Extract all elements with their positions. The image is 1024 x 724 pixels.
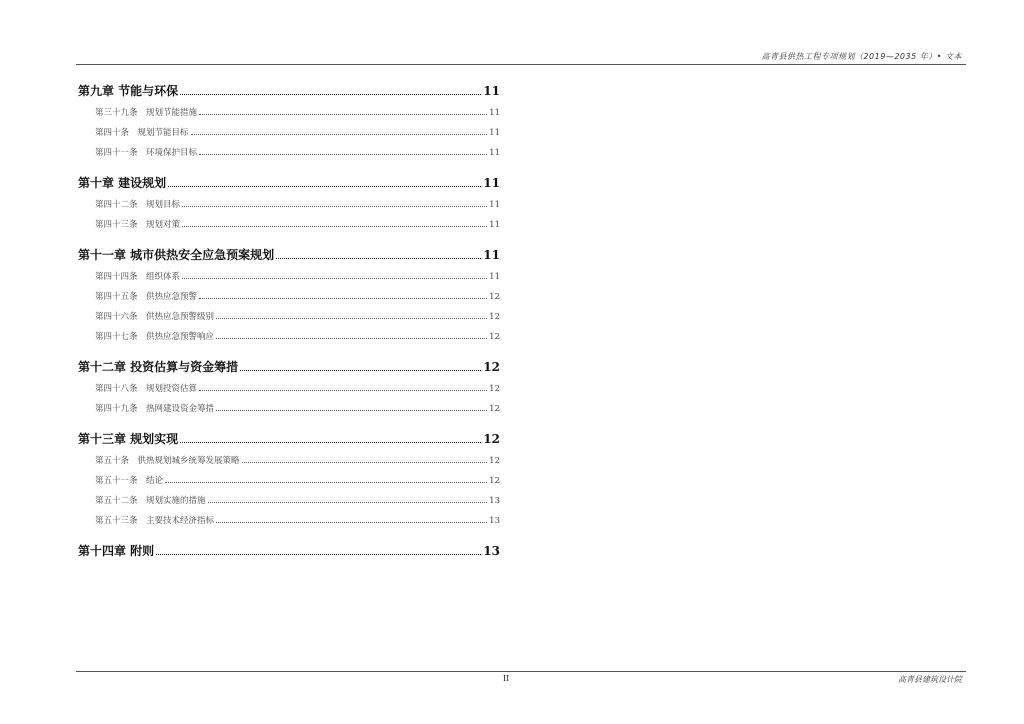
chapter-title: 第九章 节能与环保 (78, 84, 179, 98)
article-title: 第五十二条 规划实施的措施 (95, 496, 206, 506)
chapter-page-number: 13 (483, 544, 500, 558)
article-page-number: 11 (489, 220, 500, 230)
article-title: 第五十一条 结论 (95, 476, 164, 486)
toc-article-entry[interactable] (95, 143, 500, 163)
toc-chapter-entry[interactable] (78, 430, 500, 447)
toc-article-entry[interactable] (95, 511, 500, 531)
article-title: 第四十九条 热网建设资金筹措 (95, 404, 215, 414)
article-page-number: 12 (489, 312, 500, 322)
leader-dots (165, 482, 487, 483)
leader-dots (240, 370, 481, 371)
article-page-number: 11 (489, 272, 500, 282)
toc-article-entry[interactable] (95, 195, 500, 215)
article-title: 第四十六条 供热应急预警级别 (95, 312, 215, 322)
leader-dots (216, 522, 487, 523)
leader-dots (208, 502, 488, 503)
toc-article-entry[interactable] (95, 123, 500, 143)
leader-dots (199, 154, 487, 155)
article-page-number: 11 (489, 148, 500, 158)
toc-chapter-entry[interactable] (78, 82, 500, 99)
toc-article-entry[interactable] (95, 103, 500, 123)
toc-article-entry[interactable] (95, 379, 500, 399)
toc-article-entry[interactable] (95, 267, 500, 287)
toc-article-entry[interactable] (95, 287, 500, 307)
leader-dots (216, 338, 487, 339)
footer-organization: 高青县建筑设计院 (898, 675, 962, 684)
toc-article-entry[interactable] (95, 471, 500, 491)
article-page-number: 12 (489, 404, 500, 414)
toc-article-entry[interactable] (95, 307, 500, 327)
chapter-page-number: 12 (483, 360, 500, 374)
article-page-number: 13 (489, 516, 500, 526)
leader-dots (191, 134, 488, 135)
table-of-contents (78, 82, 500, 563)
page-number: II (503, 674, 510, 683)
chapter-page-number: 11 (483, 176, 500, 190)
article-title: 第四十八条 规划投资估算 (95, 384, 198, 394)
leader-dots (168, 186, 481, 187)
leader-dots (216, 318, 487, 319)
article-page-number: 13 (489, 496, 500, 506)
article-title: 第四十一条 环境保护目标 (95, 148, 198, 158)
chapter-title: 第十一章 城市供热安全应急预案规划 (78, 248, 275, 262)
leader-dots (182, 278, 487, 279)
article-title: 第五十条 供热规划城乡统筹发展策略 (95, 456, 240, 466)
article-page-number: 12 (489, 292, 500, 302)
leader-dots (199, 298, 487, 299)
leader-dots (180, 94, 481, 95)
leader-dots (182, 226, 487, 227)
leader-dots (156, 554, 481, 555)
toc-article-entry[interactable] (95, 215, 500, 235)
article-title: 第四十五条 供热应急预警 (95, 292, 198, 302)
article-title: 第四十七条 供热应急预警响应 (95, 332, 215, 342)
header-divider (76, 64, 966, 65)
chapter-title: 第十四章 附则 (78, 544, 155, 558)
article-page-number: 12 (489, 384, 500, 394)
chapter-page-number: 12 (483, 432, 500, 446)
document-title: 高青县供热工程专项规划（2019—2035 年）• 文本 (761, 52, 962, 61)
article-page-number: 12 (489, 332, 500, 342)
footer-divider (76, 671, 966, 672)
leader-dots (216, 410, 487, 411)
article-page-number: 12 (489, 476, 500, 486)
chapter-page-number: 11 (483, 248, 500, 262)
leader-dots (199, 390, 487, 391)
leader-dots (199, 114, 487, 115)
article-page-number: 11 (489, 108, 500, 118)
article-title: 第三十九条 规划节能措施 (95, 108, 198, 118)
chapter-title: 第十三章 规划实现 (78, 432, 179, 446)
chapter-page-number: 11 (483, 84, 500, 98)
toc-article-entry[interactable] (95, 491, 500, 511)
leader-dots (180, 442, 481, 443)
toc-chapter-entry[interactable] (78, 246, 500, 263)
toc-chapter-entry[interactable] (78, 358, 500, 375)
article-title: 第四十三条 规划对策 (95, 220, 181, 230)
article-title: 第四十条 规划节能目标 (95, 128, 189, 138)
article-title: 第四十四条 组织体系 (95, 272, 181, 282)
article-title: 第五十三条 主要技术经济指标 (95, 516, 215, 526)
leader-dots (182, 206, 487, 207)
toc-article-entry[interactable] (95, 399, 500, 419)
toc-article-entry[interactable] (95, 327, 500, 347)
article-page-number: 11 (489, 200, 500, 210)
toc-chapter-entry[interactable] (78, 174, 500, 191)
leader-dots (276, 258, 481, 259)
article-title: 第四十二条 规划目标 (95, 200, 181, 210)
toc-article-entry[interactable] (95, 451, 500, 471)
toc-chapter-entry[interactable] (78, 542, 500, 559)
chapter-title: 第十章 建设规划 (78, 176, 167, 190)
article-page-number: 11 (489, 128, 500, 138)
article-page-number: 12 (489, 456, 500, 466)
chapter-title: 第十二章 投资估算与资金筹措 (78, 360, 239, 374)
leader-dots (242, 462, 488, 463)
